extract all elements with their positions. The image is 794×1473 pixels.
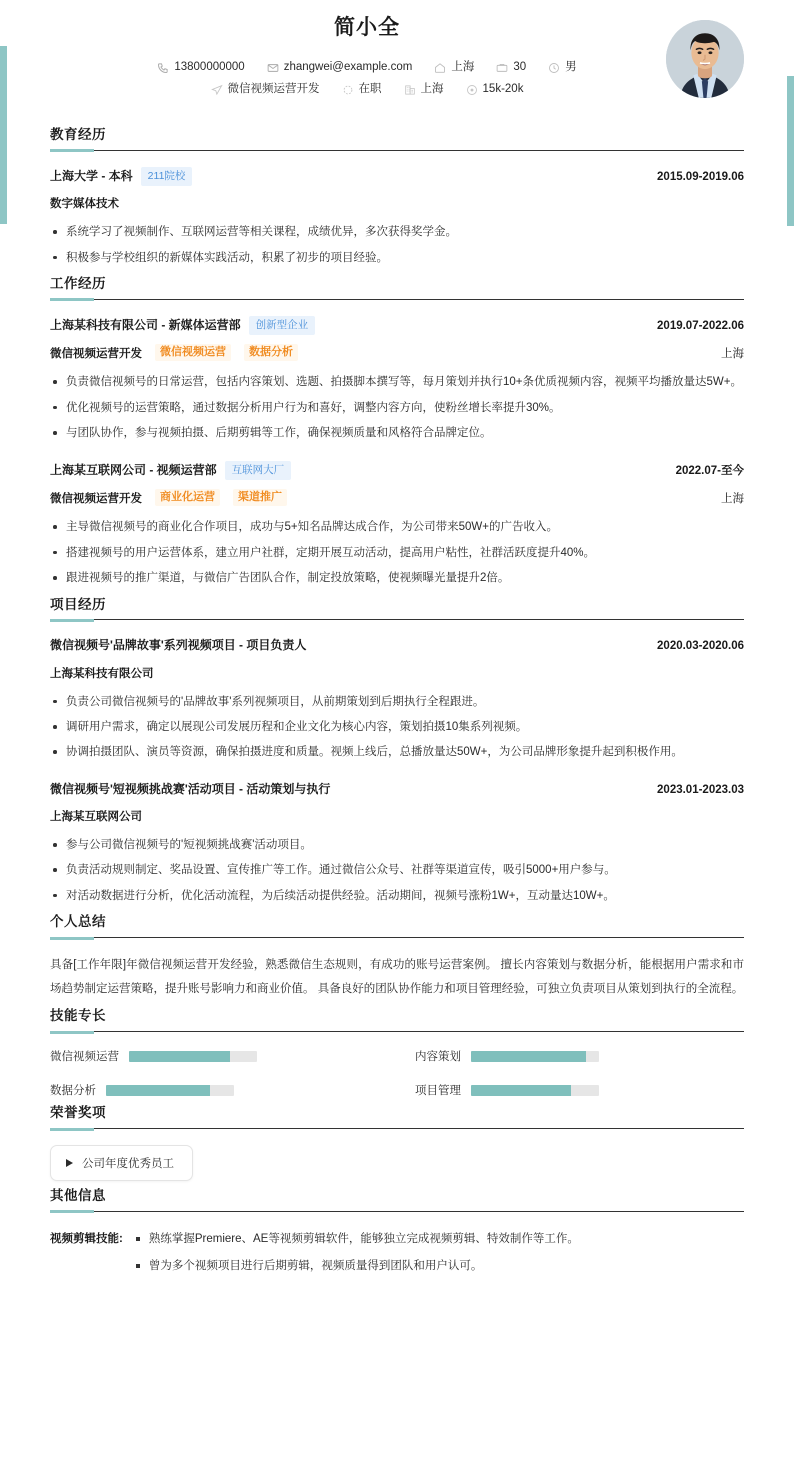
project-org: 上海某互联网公司 [50, 811, 142, 824]
list-item: 调研用户需求，确定以展现公司发展历程和企业文化为核心内容，策划拍摄10集系列视频。 [50, 716, 744, 738]
work-company: 上海某互联网公司 - 视频运营部 [50, 462, 217, 477]
skill-row [50, 1082, 379, 1098]
section-education [50, 126, 744, 269]
page-title: 简小全 [334, 16, 400, 39]
project-bullets [50, 691, 744, 764]
list-item: 与团队协作，参与视频拍摄、后期剪辑等工作，确保视频质量和风格符合品牌定位。 [50, 422, 744, 444]
work-company: 上海某科技有限公司 - 新媒体运营部 [50, 317, 241, 332]
section-header-skills [50, 1007, 744, 1032]
accent-bar-right [787, 76, 794, 226]
education-date: 2015.09-2019.06 [657, 170, 744, 183]
accent-bar-left [0, 46, 7, 224]
work-skill-tag: 微信视频运营 [155, 344, 231, 361]
section-title-skills: 技能专长 [50, 1008, 106, 1024]
contact-gender [548, 57, 577, 79]
contact-row-primary [50, 57, 684, 79]
contact-email-value: zhangwei@example.com [283, 61, 413, 74]
section-other [50, 1187, 744, 1283]
skill-progress-fill [471, 1085, 571, 1096]
skill-progress-track [471, 1051, 599, 1062]
salary-icon [466, 84, 478, 96]
contact-phone-value: 13800000000 [174, 61, 245, 74]
list-item: 对活动数据进行分析，优化活动流程，为后续活动提供经验。活动期间，视频号涨粉1W+，互动量达10W+。 [50, 885, 744, 907]
email-icon [267, 62, 279, 74]
other-info-bullets [133, 1228, 744, 1283]
skills-grid [50, 1048, 744, 1098]
section-title-summary: 个人总结 [50, 914, 106, 930]
section-title-project: 项目经历 [50, 596, 106, 612]
section-title-education: 教育经历 [50, 127, 106, 142]
other-info-group [50, 1228, 744, 1283]
project-org: 上海某科技有限公司 [50, 667, 154, 680]
list-item: 跟进视频号的推广渠道，与微信广告团队合作，制定投放策略，使视频曝光量提升2倍。 [50, 567, 744, 589]
work-skill-tag: 商业化运营 [155, 489, 220, 506]
salary-value: 15k-20k [482, 83, 524, 96]
project-date: 2023.01-2023.03 [657, 783, 744, 796]
work-location: 上海 [721, 492, 744, 505]
work-skill-tag: 渠道推广 [233, 489, 287, 506]
section-skills [50, 1007, 744, 1098]
work-position: 微信视频运营开发 [50, 492, 142, 505]
id-card-icon [496, 62, 508, 74]
section-honors [50, 1104, 744, 1181]
section-header-honors [50, 1104, 744, 1129]
skill-progress-track [471, 1085, 599, 1096]
section-header-education [50, 126, 744, 151]
list-item: 负责微信视频号的日常运营，包括内容策划、选题、拍摄脚本撰写等，每月策划并执行10+条优质视频内容，视频平均播放量达5W+。 [50, 371, 744, 393]
skill-row [415, 1082, 744, 1098]
section-project [50, 596, 744, 908]
honor-label: 公司年度优秀员工 [82, 1158, 174, 1171]
gender-icon [548, 62, 560, 74]
project-entry [50, 780, 744, 907]
skill-name: 数据分析 [50, 1085, 96, 1098]
contact-city-value: 上海 [451, 61, 475, 74]
contact-email [267, 57, 413, 79]
work-skill-tag: 数据分析 [244, 344, 298, 361]
list-item: 曾为多个视频项目进行后期剪辑，视频质量得到团队和用户认可。 [133, 1255, 744, 1277]
project-bullets [50, 834, 744, 907]
work-bullets [50, 516, 744, 589]
honor-card[interactable] [50, 1145, 193, 1181]
section-title-work: 工作经历 [50, 275, 106, 291]
section-header-work [50, 275, 744, 300]
work-tag: 互联网大厂 [225, 461, 292, 480]
education-entry [50, 167, 744, 269]
list-item: 搭建视频号的用户运营体系，建立用户社群，定期开展互动活动，提高用户粘性，社群活跃度提升40%。 [50, 542, 744, 564]
play-triangle-icon [66, 1159, 73, 1167]
skill-progress-fill [106, 1085, 210, 1096]
section-title-honors: 荣誉奖项 [50, 1105, 106, 1121]
avatar [666, 20, 744, 98]
contact-phone [157, 57, 244, 79]
send-icon [211, 84, 223, 96]
work-date: 2019.07-2022.06 [657, 319, 744, 332]
list-item: 负责活动规则制定、奖品设置、宣传推广等工作。通过微信公众号、社群等渠道宣传，吸引5000+用户参与。 [50, 859, 744, 881]
project-date: 2020.03-2020.06 [657, 640, 744, 653]
contact-age [496, 57, 526, 79]
section-header-other [50, 1187, 744, 1212]
skill-name: 项目管理 [415, 1085, 461, 1098]
list-item: 负责公司微信视频号的'品牌故事'系列视频项目，从前期策划到后期执行全程跟进。 [50, 691, 744, 713]
work-bullets [50, 371, 744, 444]
list-item: 积极参与学校组织的新媒体实践活动，积累了初步的项目经验。 [50, 247, 744, 269]
list-item: 主导微信视频号的商业化合作项目，成功与5+知名品牌达成合作，为公司带来50W+的广告收入。 [50, 516, 744, 538]
job-city-value: 上海 [420, 83, 444, 96]
list-item: 参与公司微信视频号的'短视频挑战赛'活动项目。 [50, 834, 744, 856]
section-header-summary [50, 913, 744, 938]
skill-progress-fill [129, 1051, 230, 1062]
resume-header [50, 0, 744, 120]
skill-row [50, 1048, 379, 1064]
job-status [342, 79, 382, 101]
education-school: 上海大学 - 本科 [50, 168, 133, 183]
job-intent-value: 微信视频运营开发 [227, 83, 320, 96]
work-position: 微信视频运营开发 [50, 347, 142, 360]
project-name: 微信视频号'品牌故事'系列视频项目 - 项目负责人 [50, 638, 307, 653]
work-location: 上海 [721, 347, 744, 360]
job-status-value: 在职 [358, 83, 382, 96]
list-item: 熟练掌握Premiere、AE等视频剪辑软件，能够独立完成视频剪辑、特效制作等工作。 [133, 1228, 744, 1250]
section-work [50, 275, 744, 590]
other-info-label: 视频剪辑技能: [50, 1232, 123, 1245]
skill-name: 内容策划 [415, 1051, 461, 1064]
project-entry [50, 636, 744, 763]
job-city [404, 79, 444, 101]
home-icon [434, 62, 446, 74]
section-header-project [50, 596, 744, 621]
summary-text: 具备[工作年限]年微信视频运营开发经验，熟悉微信生态规则，有成功的账号运营案例。 擅长内容策划与数据分析，能根据用户需求和市场趋势制定运营策略，提升账号影响力和商业价值。 具备良好的团队协作能力和项目管理经验，可独立负责项目从策划到执行的全流程。 [50, 959, 744, 995]
section-title-other: 其他信息 [50, 1188, 106, 1204]
work-entry [50, 461, 744, 590]
education-bullets [50, 221, 744, 269]
project-name: 微信视频号'短视频挑战赛'活动项目 - 活动策划与执行 [50, 781, 331, 796]
list-item: 优化视频号的运营策略，通过数据分析用户行为和喜好，调整内容方向，使粉丝增长率提升30%。 [50, 397, 744, 419]
work-tag: 创新型企业 [249, 316, 316, 335]
skill-progress-fill [471, 1051, 586, 1062]
work-entry [50, 316, 744, 445]
building-icon [404, 84, 416, 96]
contact-age-value: 30 [513, 61, 527, 74]
skill-row [415, 1048, 744, 1064]
skill-name: 微信视频运营 [50, 1051, 119, 1064]
job-intent [211, 79, 320, 101]
skill-progress-track [129, 1051, 257, 1062]
phone-icon [157, 62, 169, 74]
contact-row-secondary [50, 79, 684, 101]
section-summary [50, 913, 744, 1001]
list-item: 系统学习了视频制作、互联网运营等相关课程，成绩优异，多次获得奖学金。 [50, 221, 744, 243]
list-item: 协调拍摄团队、演员等资源，确保拍摄进度和质量。视频上线后，总播放量达50W+，为公司品牌形象提升起到积极作用。 [50, 741, 744, 763]
status-icon [342, 84, 354, 96]
education-tag: 211院校 [141, 167, 193, 186]
contact-gender-value: 男 [565, 61, 577, 74]
salary-expectation [466, 79, 524, 101]
education-major: 数字媒体技术 [50, 198, 119, 211]
work-date: 2022.07-至今 [675, 464, 744, 477]
skill-progress-track [106, 1085, 234, 1096]
contact-city [434, 57, 474, 79]
